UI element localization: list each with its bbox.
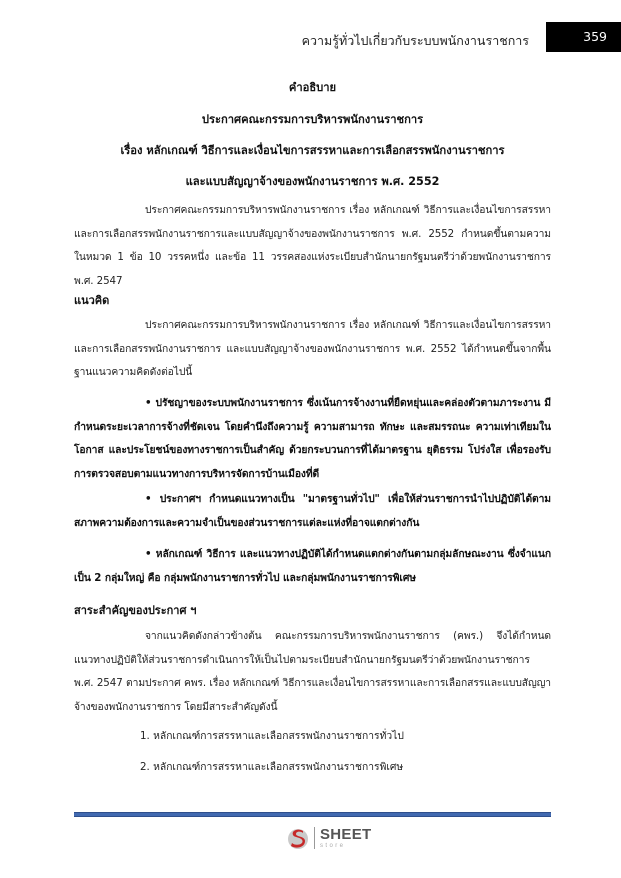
page-number: 359 — [583, 29, 607, 44]
logo-text — [320, 827, 372, 849]
essence-list-item-1: 1. หลักเกณฑ์การสรรหาและเลือกสรรพนักงานราชการทั่วไป — [140, 730, 404, 742]
concept-paragraph — [74, 314, 551, 385]
logo-separator — [314, 827, 315, 849]
intro-paragraph-text: ประกาศคณะกรรมการบริหารพนักงานราชการ เรื่อง หลักเกณฑ์ วิธีการและเงื่อนไขการสรรหาและการเลือกสรรพนักงานราชการและแบบสัญญาจ้างของพนักงานราชการ พ.ศ. 2552 กำหนดขึ้นตามความในหมวด 1 ข้อ 10 วรรคหนึ่ง และข้อ 11 วรรคสองแห่งระเบียบสำนักนายกรัฐมนตรีว่าด้วยพนักงานราชการ พ.ศ. 2547 — [74, 204, 551, 287]
concept-bullet-1 — [74, 392, 551, 486]
s-logo-icon — [286, 826, 310, 850]
concept-bullet-3 — [74, 543, 551, 590]
section-heading-concept: แนวคิด — [74, 294, 110, 307]
essence-paragraph-text: จากแนวคิดดังกล่าวข้างต้น คณะกรรมการบริหารพนักงานราชการ (คพร.) จึงได้กำหนดแนวทางปฏิบัติให้ส่วนราชการดำเนินการให้เป็นไปตามระเบียบสำนักนายกรัฐมนตรีว่าด้วยพนักงานราชการ พ.ศ. 2547 ตามประกาศ คพร. เรื่อง หลักเกณฑ์ วิธีการและเงื่อนไขการสรรหาและการเลือกสรรและแบบสัญญาจ้างของพนักงานราชการ โดยมีสาระสำคัญดังนี้ — [74, 630, 551, 713]
intro-paragraph — [74, 199, 551, 293]
essence-paragraph — [74, 625, 551, 719]
footer-rule — [74, 812, 551, 817]
concept-bullet-1-text: • ปรัชญาของระบบพนักงานราชการ ซึ่งเน้นการจ้างงานที่ยืดหยุ่นและคล่องตัวตามภาระงาน มีกำหนดระยะเวลาการจ้างที่ชัดเจน โดยคำนึงถึงความรู้ ความสามารถ ทักษะ และสมรรถนะ ความเท่าเทียมในโอกาส และประโยชน์ของทางราชการเป็นสำคัญ ด้วยกระบวนการที่ได้มาตรฐาน ยุติธรรม โปร่งใส เพื่อรองรับการตรวจสอบตามแนวทางการบริหารจัดการบ้านเมืองที่ดี — [74, 397, 551, 480]
concept-bullet-3-text: • หลักเกณฑ์ วิธีการ และแนวทางปฏิบัติได้กำหนดแตกต่างกันตามกลุ่มลักษณะงาน ซึ่งจำแนกเป็น 2 กลุ่มใหญ่ คือ กลุ่มพนักงานราชการทั่วไป และกลุ่มพนักงานราชการพิเศษ — [74, 548, 551, 584]
logo-sub: store — [320, 843, 346, 849]
running-header-title: ความรู้ทั่วไปเกี่ยวกับระบบพนักงานราชการ — [301, 33, 529, 48]
doc-title-subject: เรื่อง หลักเกณฑ์ วิธีการและเงื่อนไขการสรรหาและการเลือกสรรพนักงานราชการ — [120, 144, 505, 157]
essence-list-item-2: 2. หลักเกณฑ์การสรรหาและเลือกสรรพนักงานราชการพิเศษ — [140, 761, 404, 773]
section-heading-essence: สาระสำคัญของประกาศ ฯ — [74, 604, 197, 617]
logo-brand: SHEET — [320, 826, 372, 843]
page-number-box — [546, 22, 621, 52]
doc-title-explanation: คำอธิบาย — [288, 81, 337, 94]
sheet-store-logo — [286, 825, 372, 851]
concept-paragraph-text: ประกาศคณะกรรมการบริหารพนักงานราชการ เรื่อง หลักเกณฑ์ วิธีการและเงื่อนไขการสรรหาและการเลือกสรรพนักงานราชการ และแบบสัญญาจ้างของพนักงานราชการ พ.ศ. 2552 ได้กำหนดขึ้นจากพื้นฐานแนวความคิดดังต่อไปนี้ — [74, 319, 551, 378]
doc-title-announcement: ประกาศคณะกรรมการบริหารพนักงานราชการ — [201, 113, 424, 126]
concept-bullet-2-text: • ประกาศฯ กำหนดแนวทางเป็น "มาตรฐานทั่วไป" เพื่อให้ส่วนราชการนำไปปฏิบัติได้ตามสภาพความต้องการและความจำเป็นของส่วนราชการแต่ละแห่งที่อาจแตกต่างกัน — [74, 493, 551, 529]
concept-bullet-2 — [74, 488, 551, 535]
doc-title-subject-cont: และแบบสัญญาจ้างของพนักงานราชการ พ.ศ. 2552 — [185, 175, 440, 188]
